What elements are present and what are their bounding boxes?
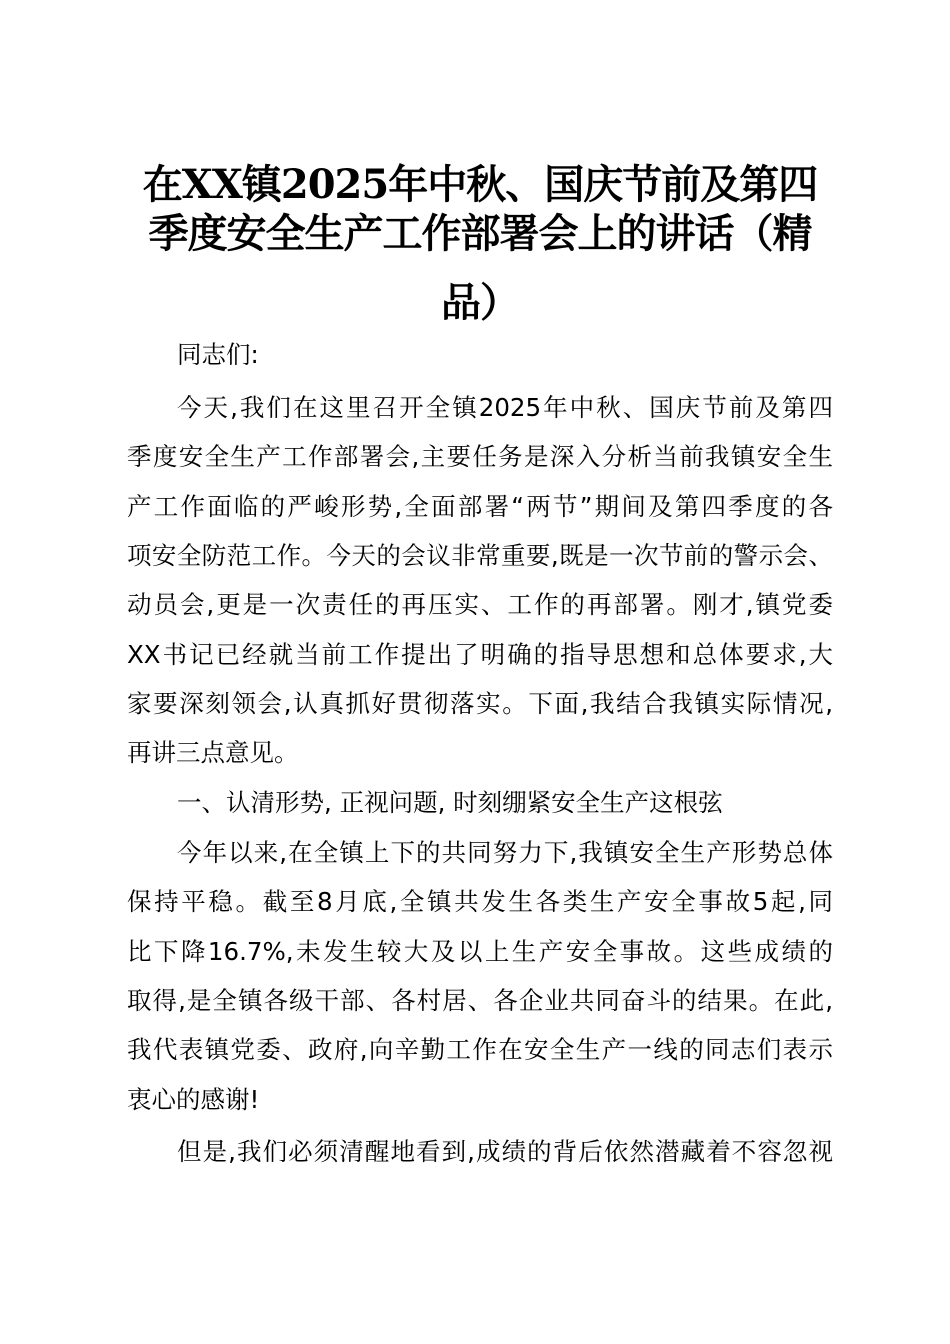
paragraph-line: 动员会,更是一次责任的再压实、工作的再部署。刚才,镇党委	[127, 590, 833, 620]
paragraph-line: 比下降16.7%,未发生较大及以上生产安全事故。这些成绩的	[127, 936, 833, 966]
paragraph-line: XX书记已经就当前工作提出了明确的指导思想和总体要求,大	[127, 639, 833, 669]
paragraph-line: 季度安全生产工作部署会,主要任务是深入分析当前我镇安全生	[127, 442, 833, 472]
section-heading-1: 一、认清形势, 正视问题, 时刻绷紧安全生产这根弦	[177, 788, 723, 817]
title-line-3: 品）	[441, 279, 519, 326]
paragraph-line: 取得,是全镇各级干部、各村居、各企业共同奋斗的结果。在此,	[127, 985, 833, 1015]
title-line-1: 在XX镇2025年中秋、国庆节前及第四	[142, 161, 818, 208]
paragraph-line: 今天,我们在这里召开全镇2025年中秋、国庆节前及第四	[177, 393, 833, 422]
title-line-2: 季度安全生产工作部署会上的讲话（精	[148, 210, 812, 257]
paragraph-line: 再讲三点意见。	[127, 738, 299, 768]
paragraph-line: 家要深刻领会,认真抓好贯彻落实。下面,我结合我镇实际情况,	[127, 688, 833, 718]
paragraph-line: 我代表镇党委、政府,向辛勤工作在安全生产一线的同志们表示	[127, 1035, 833, 1065]
paragraph-line: 项安全防范工作。今天的会议非常重要,既是一次节前的警示会、	[127, 540, 833, 570]
paragraph-line: 产工作面临的严峻形势,全面部署“两节”期间及第四季度的各	[127, 491, 833, 521]
paragraph-line: 今年以来,在全镇上下的共同努力下,我镇安全生产形势总体	[177, 838, 833, 867]
salutation: 同志们:	[177, 340, 259, 369]
paragraph-line: 保持平稳。截至8月底,全镇共发生各类生产安全事故5起,同	[127, 887, 833, 917]
paragraph-line: 但是,我们必须清醒地看到,成绩的背后依然潜藏着不容忽视	[177, 1137, 833, 1166]
paragraph-line: 衷心的感谢!	[127, 1084, 260, 1114]
